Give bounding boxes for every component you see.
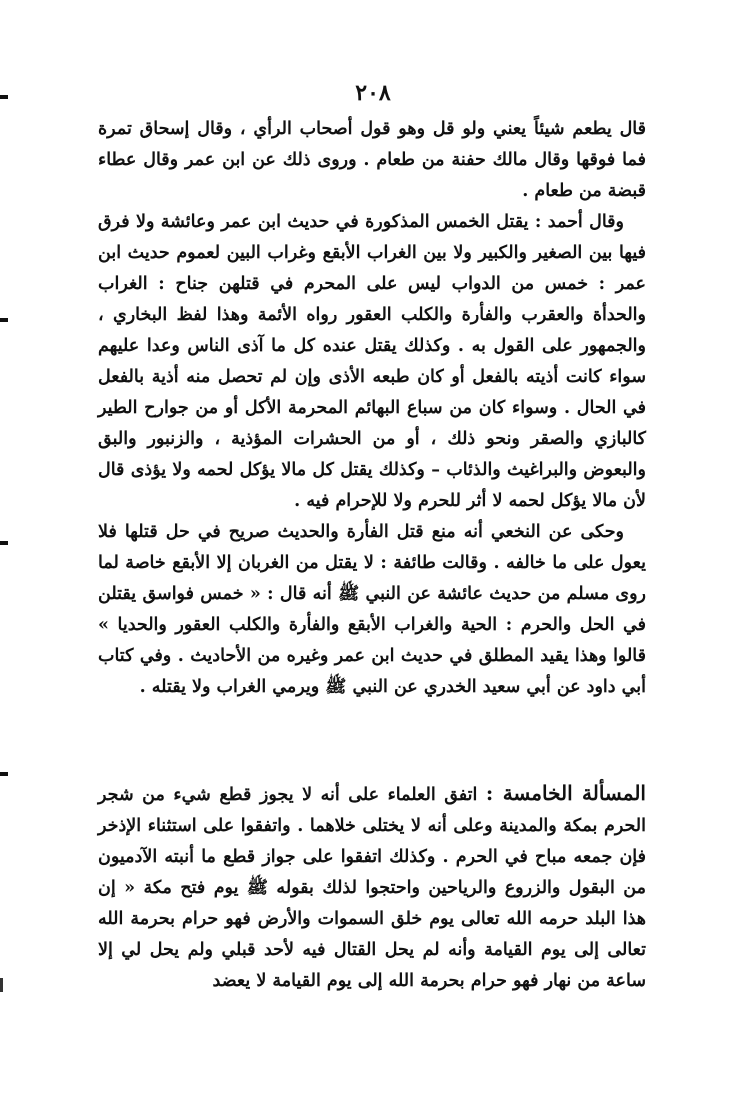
paragraph-ahmad: وقال أحمد : يقتل الخمس المذكورة في حديث ابن عمر وعائشة ولا فرق فيها بين الصغير والكبير ولا بين الغراب الأبقع وغراب البين لعموم حديث ابن عمر : خمس من الدواب ليس على المحرم في قتلهن جناح : الغراب والحدأة والعقرب والفأرة والكلب العقور رواه الأئمة وهذا لفظ البخاري ، والجمهور على القول به . وكذلك يقتل عنده كل ما آذى الناس وعدا عليهم سواء كانت أذيته بالفعل أو كان طبعه الأذى وإن لم تحصل منه أذية بالفعل في الحال . وسواء كان من سباع البهائم المحرمة الأكل أو من جوارح الطير كالبازي والصقر ونحو ذلك ، أو من الحشرات المؤذية ، والزنبور والبق والبعوض والبراغيث والذئاب – وكذلك يقتل كل مالا يؤكل لحمه ولا يؤذى قال لأن مالا يؤكل لحمه لا أثر للحرم ولا للإحرام فيه .: [98, 212, 646, 511]
scan-edge-mark: [0, 978, 3, 992]
section-heading: المسألة الخامسة :: [485, 781, 646, 805]
body-text-section-2: [98, 778, 646, 997]
page-number: ٢٠٨: [355, 80, 391, 106]
body-text-section-1: [98, 114, 646, 703]
paragraph-nakhai: وحكى عن النخعي أنه منع قتل الفأرة والحديث صريح في حل قتلها فلا يعول على ما خالفه . وقالت طائفة : لا يقتل من الغربان إلا الأبقع خاصة لما روى مسلم من حديث عائشة عن النبي ﷺ أنه قال : « خمس فواسق يقتلن في الحل والحرم : الحية والغراب الأبقع والفأرة والكلب العقور والحديا » قالوا وهذا يقيد المطلق في حديث ابن عمر وغيره من الأحاديث . وفي كتاب أبي داود عن أبي سعيد الخدري عن النبي ﷺ ويرمي الغراب ولا يقتله .: [98, 522, 646, 697]
scan-edge-mark: [0, 95, 8, 99]
section-text: اتفق العلماء على أنه لا يجوز قطع شيء من شجر الحرم بمكة والمدينة وعلى أنه لا يختلى خلاهما . واتفقوا على استثناء الإذخر فإن جمعه مباح في الحرم . وكذلك اتفقوا على جواز قطع ما أنبته الآدميون من البقول والزروع والرياحين واحتجوا لذلك بقوله ﷺ يوم فتح مكة « إن هذا البلد حرمه الله تعالى يوم خلق السموات والأرض فهو حرام بحرمة الله تعالى إلى يوم القيامة وأنه لم يحل القتال فيه لأحد قبلي ولم يحل لي إلا ساعة من نهار فهو حرام بحرمة الله إلى يوم القيامة لا يعضد: [98, 785, 646, 991]
scan-edge-mark: [0, 541, 8, 545]
paragraph-fifth-issue: [98, 778, 646, 997]
scan-edge-mark: [0, 318, 8, 322]
paragraph-continuation: قال يطعم شيئاً يعني ولو قل وهو قول أصحاب الرأي ، وقال إسحاق تمرة فما فوقها وقال مالك حفنة من طعام . وروى ذلك عن ابن عمر وقال عطاء قبضة من طعام .: [98, 119, 646, 201]
scan-edge-mark: [0, 772, 8, 776]
